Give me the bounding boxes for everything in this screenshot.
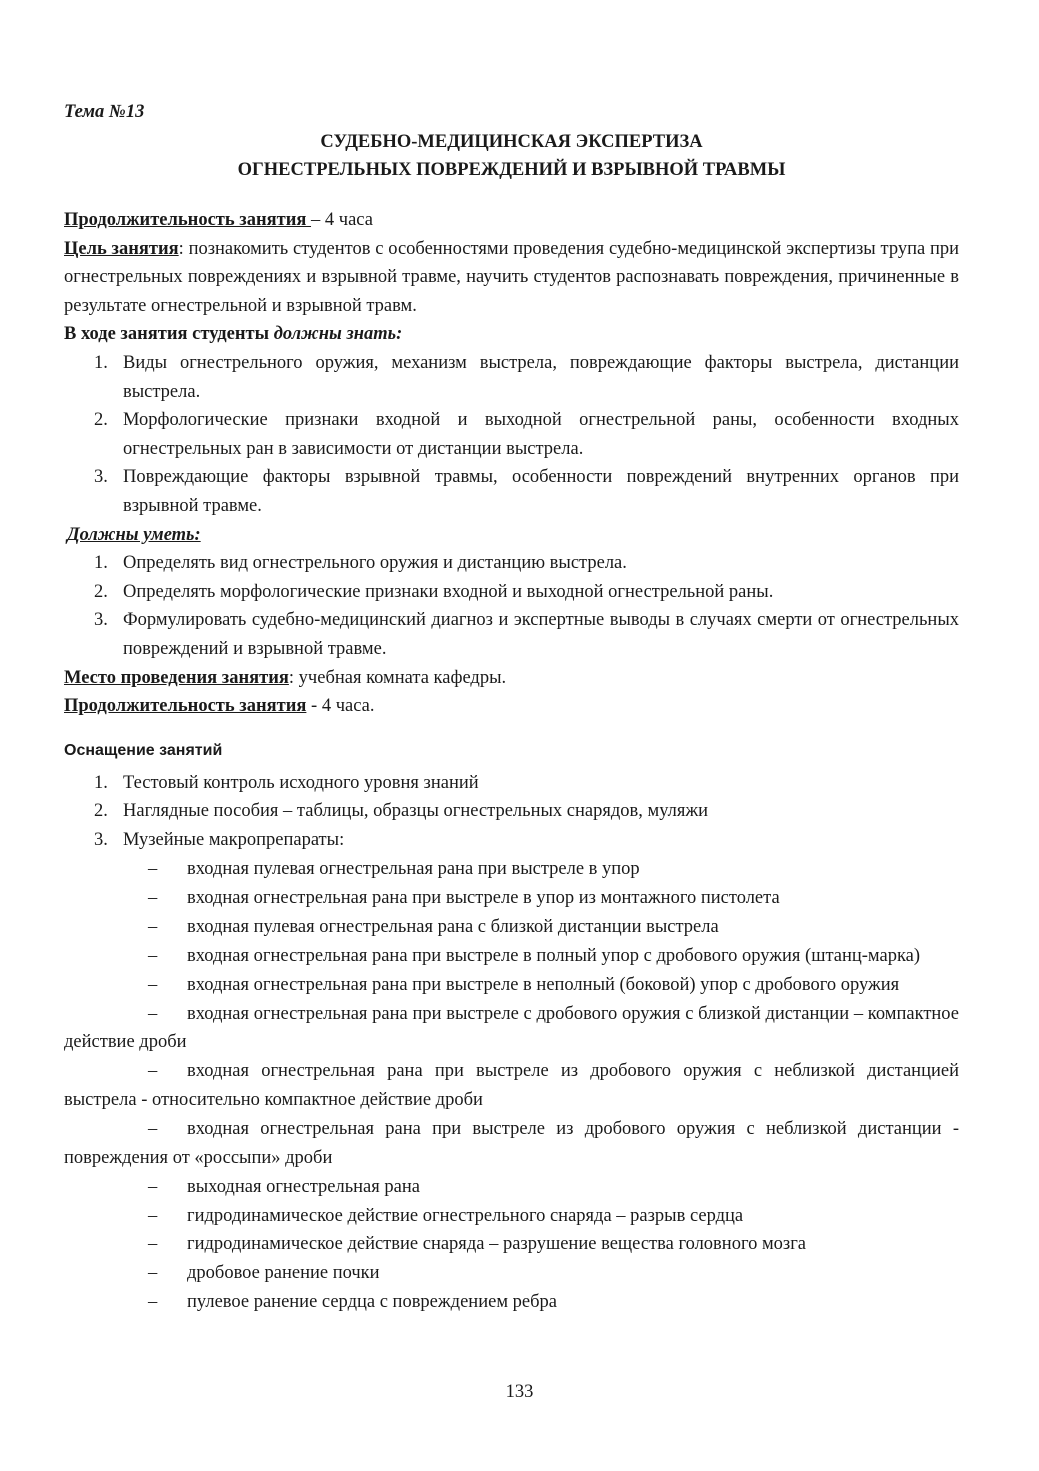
list-number: 2. (94, 410, 108, 431)
dash-bullet: – (148, 1234, 158, 1255)
specimen-item (64, 913, 959, 942)
know-heading (64, 320, 959, 349)
title-line-1: СУДЕБНО-МЕДИЦИНСКАЯ ЭКСПЕРТИЗА (320, 132, 703, 152)
spacer (64, 184, 959, 206)
specimen-text: выходная огнестрельная рана (187, 1176, 420, 1197)
duration-value: – 4 часа (311, 210, 373, 230)
skills-list (64, 549, 959, 663)
goal-text: : познакомить студентов с особенностями проведения судебно-медицинской экспертизы трупа при огнестрельных повреждениях и взрывной травме, научить студентов распознавать повреждения, причиненные в результате огнестрельной и взрывной травм. (64, 238, 960, 316)
skill-item (64, 606, 959, 663)
specimen-item (64, 1259, 959, 1288)
list-item-text: Морфологические признаки входной и выходной огнестрельной раны, особенности входных огнестрельных ран в зависимости от дистанции выстрела. (123, 410, 959, 459)
know-heading-italic: должны знать: (273, 324, 403, 345)
specimen-item (64, 942, 959, 971)
list-number: 3. (94, 610, 108, 631)
list-item-text: Наглядные пособия – таблицы, образцы огнестрельных снарядов, муляжи (123, 801, 709, 822)
skills-heading: Должны уметь: (67, 524, 201, 545)
specimen-text: гидродинамическое действие огнестрельного снаряда – разрыв сердца (187, 1205, 744, 1226)
specimen-item (64, 1230, 959, 1259)
list-item-text: Тестовый контроль исходного уровня знаний (123, 772, 479, 793)
list-number: 3. (94, 829, 108, 850)
specimen-text: дробовое ранение почки (187, 1263, 380, 1284)
list-item-text: Повреждающие факторы взрывной травмы, особенности повреждений внутренних органов при взрывной травме. (123, 467, 959, 516)
specimen-text: гидродинамическое действие снаряда – разрушение вещества головного мозга (187, 1234, 807, 1255)
specimen-text: пулевое ранение сердца с повреждением ребра (187, 1292, 557, 1313)
equipment-item (64, 797, 959, 826)
equipment-list (64, 769, 959, 855)
list-number: 3. (94, 467, 108, 488)
title-line-2: ОГНЕСТРЕЛЬНЫХ ПОВРЕЖДЕНИЙ И ВЗРЫВНОЙ ТРАВМЫ (237, 160, 786, 180)
goal-paragraph (64, 235, 959, 321)
skill-item (64, 549, 959, 578)
know-list (64, 349, 959, 521)
specimen-text: входная огнестрельная рана при выстреле в полный упор с дробового оружия (штанц-марка) (187, 945, 921, 966)
place-label: Место проведения занятия (64, 667, 289, 688)
know-item (64, 463, 959, 520)
list-number: 2. (94, 801, 108, 822)
specimen-text: входная огнестрельная рана при выстреле из дробового оружия с неблизкой дистанцией выстрела - относительно компактное действие дроби (64, 1061, 959, 1110)
list-item-text: Виды огнестрельного оружия, механизм выстрела, повреждающие факторы выстрела, дистанции выстрела. (123, 352, 959, 402)
dash-bullet: – (148, 1003, 158, 1024)
dash-bullet: – (148, 945, 158, 966)
specimen-text: входная огнестрельная рана при выстреле из дробового оружия с неблизкой дистанции - повреждения от «россыпи» дроби (64, 1118, 959, 1168)
specimen-item (64, 1115, 959, 1172)
list-number: 2. (94, 581, 108, 602)
specimen-text: входная огнестрельная рана при выстреле в упор из монтажного пистолета (187, 887, 780, 908)
dash-bullet: – (148, 1205, 158, 1226)
equipment-item (64, 769, 959, 798)
specimen-text: входная огнестрельная рана при выстреле в неполный (боковой) упор с дробового оружия (187, 974, 900, 995)
page-number: 133 (505, 1382, 534, 1402)
specimen-item (64, 855, 959, 884)
equipment-item (64, 826, 959, 855)
specimen-item (64, 1000, 959, 1057)
dash-bullet: – (148, 1118, 158, 1139)
dash-bullet: – (148, 1176, 158, 1197)
duration2-label: Продолжительность занятия (64, 696, 307, 717)
specimen-item (64, 884, 959, 913)
specimen-text: входная огнестрельная рана при выстреле с дробового оружия с близкой дистанции – компактное действие дроби (64, 1003, 959, 1053)
know-heading-plain: В ходе занятия студенты (64, 324, 274, 345)
specimen-item (64, 1173, 959, 1202)
list-number: 1. (94, 553, 108, 574)
specimen-item (64, 1057, 959, 1114)
specimen-item (64, 971, 959, 1000)
place-value: : учебная комната кафедры. (288, 667, 507, 688)
list-number: 1. (94, 352, 108, 373)
know-item (64, 349, 959, 406)
list-item-text: Определять морфологические признаки входной и выходной огнестрельной раны. (123, 581, 774, 602)
place-paragraph (64, 664, 959, 693)
list-item-text: Определять вид огнестрельного оружия и дистанцию выстрела. (123, 553, 627, 574)
specimen-text: входная пулевая огнестрельная рана при выстреле в упор (187, 858, 640, 879)
dash-bullet: – (148, 916, 158, 937)
goal-label: Цель занятия (64, 238, 179, 259)
specimen-item (64, 1202, 959, 1231)
dash-bullet: – (148, 887, 158, 908)
topic-number: Тема №13 (64, 102, 145, 122)
duration2-value: - 4 часа. (306, 696, 375, 717)
dash-bullet: – (148, 1061, 158, 1082)
know-item (64, 406, 959, 463)
list-item-text: Музейные макропрепараты: (123, 829, 345, 850)
specimen-list (64, 855, 959, 1317)
dash-bullet: – (148, 974, 158, 995)
skill-item (64, 578, 959, 607)
list-item-text: Формулировать судебно-медицинский диагноз и экспертные выводы в случаях смерти от огнестрельных повреждений и взрывной травме. (123, 610, 959, 659)
specimen-text: входная пулевая огнестрельная рана с близкой дистанции выстрела (187, 916, 719, 937)
specimen-item (64, 1288, 959, 1317)
document-page (64, 98, 959, 1317)
duration2-paragraph (64, 692, 959, 721)
dash-bullet: – (148, 1292, 158, 1313)
dash-bullet: – (148, 858, 158, 879)
duration-label: Продолжительность занятия (64, 210, 312, 230)
list-number: 1. (94, 772, 108, 793)
dash-bullet: – (148, 1263, 158, 1284)
duration-paragraph (64, 206, 959, 235)
equipment-heading: Оснащение занятий (64, 741, 223, 759)
